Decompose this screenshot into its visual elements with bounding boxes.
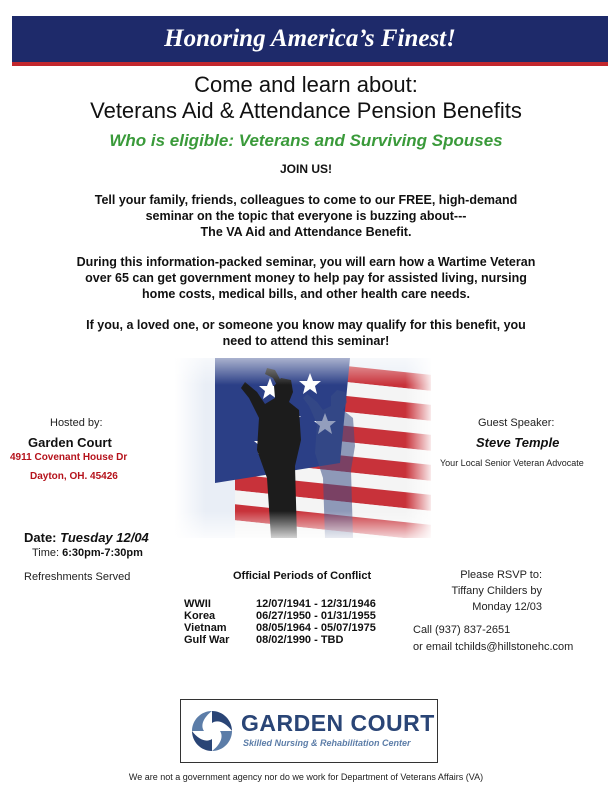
headline-line-1: Come and learn about: (194, 72, 418, 97)
table-row (184, 622, 376, 634)
conflict-name: WWII (184, 598, 211, 610)
rsvp-line-2: Tiffany Childers by (451, 585, 542, 597)
eligibility-text: Who is eligible: Veterans and Surviving Spouses (109, 131, 503, 150)
rsvp-email: or email tchilds@hillstonehc.com (413, 641, 574, 653)
paragraph-line: home costs, medical bills, and other health care needs. (142, 287, 470, 301)
time-value: 6:30pm-7:30pm (62, 547, 143, 559)
guest-speaker-name: Steve Temple (476, 435, 560, 450)
conflict-dates: 08/02/1990 - TBD (256, 634, 344, 646)
host-address-street: 4911 Covenant House Dr (10, 452, 128, 463)
table-row (184, 610, 376, 622)
flag-soldier-illustration (175, 358, 431, 538)
invite-paragraph (40, 192, 572, 240)
headline-line-2: Veterans Aid & Attendance Pension Benefits (90, 98, 522, 123)
disclaimer-text: We are not a government agency nor do we work for Department of Veterans Affairs (VA) (128, 772, 484, 782)
rsvp-line-3: Monday 12/03 (472, 601, 542, 613)
host-name: Garden Court (28, 435, 112, 450)
conflict-name: Korea (184, 610, 216, 622)
conflict-periods-title: Official Periods of Conflict (233, 570, 372, 582)
swirl-logo-icon (189, 708, 235, 754)
header-banner (12, 16, 608, 62)
paragraph-line: The VA Aid and Attendance Benefit. (200, 225, 412, 239)
rsvp-phone: Call (937) 837-2651 (413, 624, 511, 636)
conflict-name: Gulf War (184, 634, 230, 646)
saluting-soldier-flag-image (175, 358, 431, 538)
seminar-paragraph (40, 254, 572, 302)
banner-red-stripe (12, 62, 608, 66)
paragraph-line: seminar on the topic that everyone is buzzing about--- (145, 209, 467, 223)
date-label: Date: (24, 530, 57, 545)
date-value: Tuesday 12/04 (60, 530, 149, 545)
paragraph-line: Tell your family, friends, colleagues to come to our FREE, high-demand (94, 193, 518, 207)
logo-subtitle: Skilled Nursing & Rehabilitation Center (243, 738, 411, 748)
qualify-paragraph (40, 317, 572, 349)
conflict-dates: 12/07/1941 - 12/31/1946 (256, 598, 376, 610)
conflict-name: Vietnam (184, 622, 227, 634)
time-label: Time: (32, 547, 60, 559)
paragraph-line: During this information-packed seminar, you will earn how a Wartime Veteran (76, 255, 536, 269)
rsvp-line-1: Please RSVP to: (460, 569, 542, 581)
hosted-by-label: Hosted by: (50, 417, 103, 429)
table-row (184, 598, 376, 610)
paragraph-line: over 65 can get government money to help pay for assisted living, nursing (85, 271, 527, 285)
join-us-text: JOIN US! (279, 162, 332, 176)
conflict-periods-table (184, 598, 376, 646)
guest-speaker-title: Your Local Senior Veteran Advocate (440, 458, 584, 468)
table-row (184, 634, 376, 646)
refreshments-text: Refreshments Served (24, 571, 131, 583)
paragraph-line: need to attend this seminar! (222, 334, 390, 348)
guest-speaker-label: Guest Speaker: (478, 417, 555, 429)
conflict-dates: 06/27/1950 - 01/31/1955 (256, 610, 376, 622)
host-address-city: Dayton, OH. 45426 (30, 471, 118, 482)
banner-title: Honoring America’s Finest! (164, 25, 456, 52)
event-time (32, 547, 143, 559)
garden-court-logo (180, 699, 438, 763)
conflict-dates: 08/05/1964 - 05/07/1975 (256, 622, 376, 634)
paragraph-line: If you, a loved one, or someone you know may qualify for this benefit, you (86, 318, 526, 332)
logo-name: GARDEN COURT (241, 710, 435, 736)
event-date (24, 530, 149, 545)
